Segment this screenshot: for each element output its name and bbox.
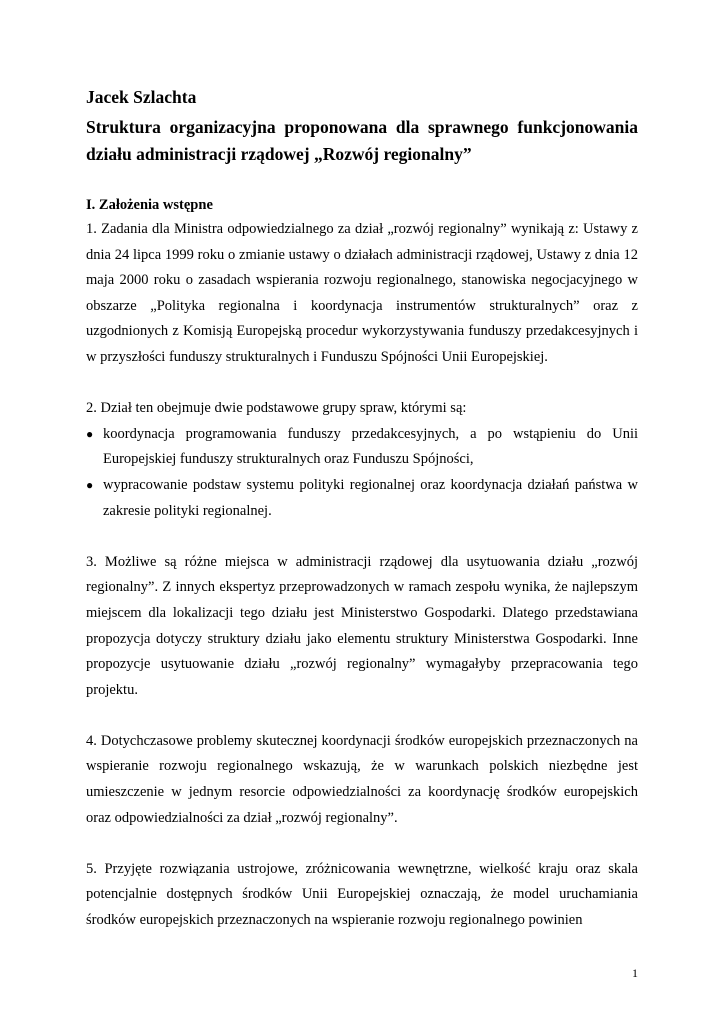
list-item-text: wypracowanie podstaw systemu polityki regionalnej oraz koordynacja działań państwa w zakresie polityki regionalnej. bbox=[103, 476, 638, 519]
paragraph-4: 4. Dotychczasowe problemy skutecznej koordynacji środków europejskich przeznaczonych na wspieranie rozwoju regionalnego wskazują, że w warunkach polskich niezbędne jest umieszczenie w jednym resorcie odpowiedzialności za koordynację środków europejskich oraz odpowiedzialności za dział „rozwój regionalny”. bbox=[86, 732, 638, 826]
author-name: Jacek Szlachta bbox=[86, 87, 197, 107]
paragraph-3: 3. Możliwe są różne miejsca w administracji rządowej dla usytuowania działu „rozwój regionalny”. Z innych ekspertyz przeprowadzonych w ramach zespołu wynika, że najlepszym miejscem dla lokalizacji tego działu jest Ministerstwo Gospodarki. Dlatego przedstawiana propozycja dotyczy struktury działu jako elementu struktury Ministerstwa Gospodarki. Inne propozycje usytuowanie działu „rozwój regionalny” wymagałyby przepracowania tego projektu. bbox=[86, 553, 638, 698]
list-item bbox=[86, 473, 638, 524]
list-item-text: koordynacja programowania funduszy przedakcesyjnych, a po wstąpieniu do Unii Europejskiej funduszy strukturalnych oraz Funduszu Spójności, bbox=[103, 425, 638, 468]
page-content bbox=[86, 84, 638, 934]
paragraph-1: 1. Zadania dla Ministra odpowiedzialnego za dział „rozwój regionalny” wynikają z: Ustawy z dnia 24 lipca 1999 roku o zmianie ustawy o działach administracji rządowej, Ustawy z dnia 12 maja 2000 roku o zasadach wspierania rozwoju regionalnego, stanowiska negocjacyjnego w obszarze „Polityka regionalna i koordynacja instrumentów strukturalnych” oraz z uzgodnionych z Komisją Europejską procedur wykorzystywania funduszy przedakcesyjnych i w przyszłości funduszy strukturalnych i Funduszu Spójności Unii Europejskiej. bbox=[86, 221, 638, 365]
paragraph-5: 5. Przyjęte rozwiązania ustrojowe, zróżnicowania wewnętrzne, wielkość kraju oraz skala potencjalnie dostępnych środków Unii Europejskiej oznaczają, że model uruchamiania środków europejskich przeznaczonych na wspieranie rozwoju regionalnego powinien bbox=[86, 860, 638, 929]
bullet-icon: ● bbox=[86, 426, 94, 441]
section-heading: I. Założenia wstępne bbox=[86, 197, 213, 213]
document-title: Struktura organizacyjna proponowana dla sprawnego funkcjonowania działu administracji rządowej „Rozwój regionalny” bbox=[86, 117, 638, 164]
page-number: 1 bbox=[632, 966, 638, 980]
list-item bbox=[86, 422, 638, 473]
paragraph-2: 2. Dział ten obejmuje dwie podstawowe grupy spraw, którymi są: bbox=[86, 400, 467, 417]
bullet-icon: ● bbox=[86, 477, 94, 492]
bullet-list bbox=[86, 422, 638, 524]
